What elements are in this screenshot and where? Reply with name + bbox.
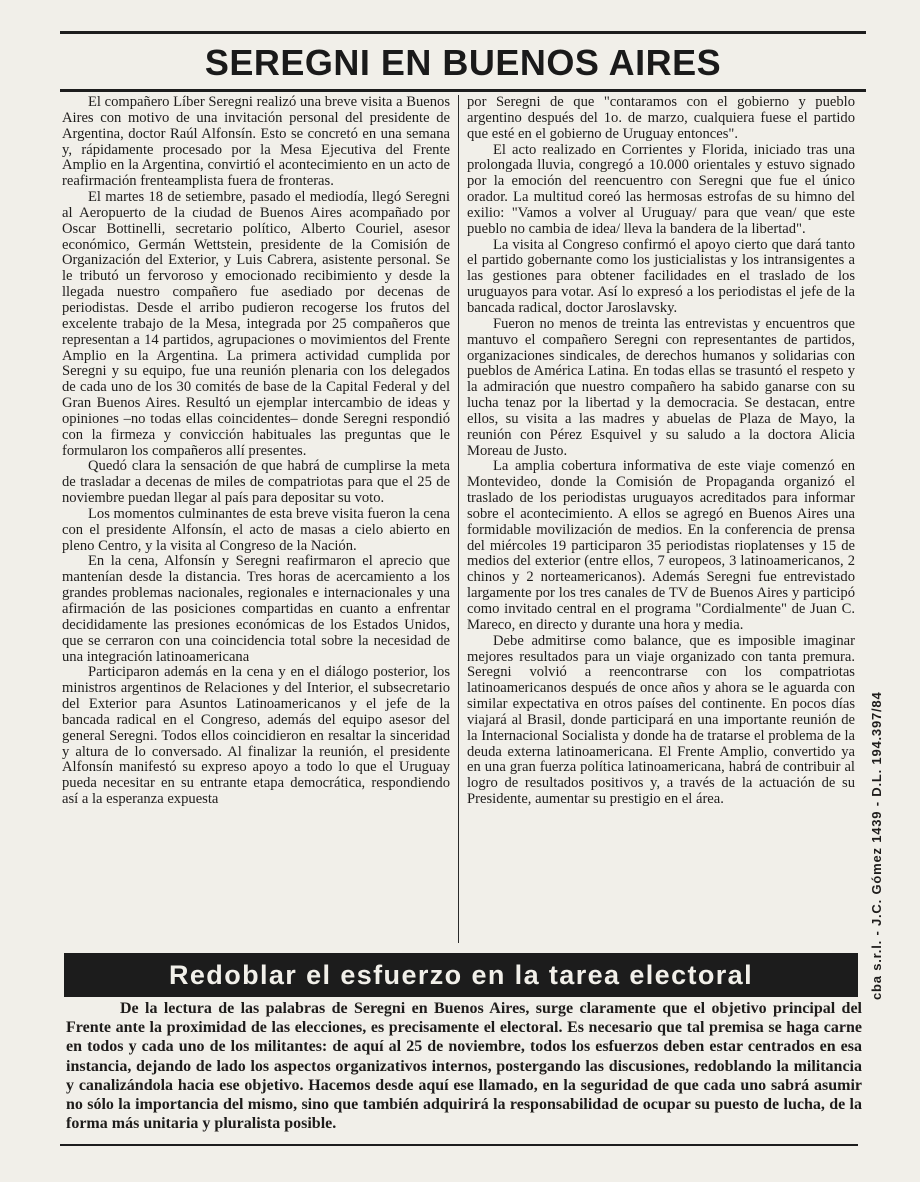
headline-rule [60,89,866,92]
paragraph: De la lectura de las palabras de Seregni en Buenos Aires, surge claramente que el objetivo principal del Frente ante la proximidad de las elecciones, es precisamente el electoral. Es necesario que tal premisa se haga carne en todos y cada uno de los militantes: de aquí al 25 de noviembre, todos los esfuerzos deben estar centrados en esa instancia, dejando de lado los aspectos organizativos internos, postergando las discusiones, redoblando la militancia y canalizándola hacia ese objetivo. Hacemos desde aquí ese llamado, en la seguridad de que cada uno sabrá asumir no sólo la importancia del mismo, sino que también adquirirá la responsabilidad de ocupar su puesto de lucha, de la forma más unitaria y pluralista posible. [66,1000,862,1133]
paragraph: Quedó clara la sensación de que habrá de cumplirse la meta de trasladar a decenas de miles de compatriotas para que el 25 de noviembre puedan llegar al país para depositar su voto. [62,458,450,507]
right-column [467,95,855,808]
paragraph: Participaron además en la cena y en el diálogo posterior, los ministros argentinos de Relaciones y del Interior, el subsecretario del Exterior para Asuntos Latinoamericanos y el jefe de la bancada radical en el Congreso, además del equipo asesor del general Seregni. Todos ellos coincidieron en resaltar la sinceridad y altura de lo conversado. Al finalizar la reunión, el presidente Alfonsín manifestó su expreso apoyo a todo lo que el Uruguay pueda necesitar en su entrante etapa democrática, respondiendo así a la esperanza expuesta [62,664,450,808]
left-column [62,95,450,808]
bottom-rule [60,1144,858,1146]
paragraph: Fueron no menos de treinta las entrevistas y encuentros que mantuvo el compañero Seregni con representantes de partidos, organizaciones sindicales, de derechos humanos y solidarias con pueblos de América Latina. En todas ellas se trasuntó el respeto y la admiración que nuestro compañero ha sabido ganarse con su lucha tenaz por la libertad y la democracia. Se destacan, entre ellos, su visita a las madres y abuelas de Plaza de Mayo, la reunión con Pérez Esquivel y su saludo a la doctora Alicia Moreau de Justo. [467,315,855,459]
paragraph: La visita al Congreso confirmó el apoyo cierto que dará tanto el partido gobernante como los justicialistas y los intransigentes a las gestiones para obtener facilidades en el traslado de los uruguayos para votar. Así lo expresó a los periodistas el jefe de la bancada radical, doctor Jaroslavsky. [467,236,855,316]
imprint-credit: cba s.r.l. - J.C. Gómez 1439 - D.L. 194.397/84 [869,691,884,1000]
paragraph: Debe admitirse como balance, que es imposible imaginar mejores resultados para un viaje organizado con tanta premura. Seregni volvió a reencontrarse con los compatriotas latinoamericanos después de once años y ahora se le aguarda con similar expectativa en otros países del continente. En pocos días viajará al Brasil, donde participará en una importante reunión de la Internacional Socialista y donde ha de tratarse el problema de la deuda externa latinoamericana. El Frente Amplio, convertido ya en una gran fuerza política latinoamericana, habrá de contribuir al logro de resultados positivos y, a través de la actuación de su Presidente, aumentar su prestigio en el área. [467,632,855,808]
paragraph: por Seregni de que "contaramos con el gobierno y pueblo argentino después del 1o. de marzo, cualquiera fuese el partido que esté en el gobierno de Uruguay entonces". [467,94,855,142]
paragraph: El martes 18 de setiembre, pasado el mediodía, llegó Seregni al Aeropuerto de la ciudad de Buenos Aires acompañado por Oscar Bottinelli, secretario político, Alberto Couriel, asesor económico, Germán Wettstein, presidente de la Comisión de Organización del Exterior, y Luis Cabrera, asistente personal. Se le tributó un fervoroso y emocionado recibimiento y desde la llegada nuestro compañero fue asediado por decenas de periodistas. Desde el arribo pudieron recogerse los frutos del excelente trabajo de la Mesa, integrada por 25 compañeros que representan a 14 partidos, agrupaciones o movimientos del Frente Amplio en la Argentina. La primera actividad cumplida por Seregni y su equipo, fue una reunión plenaria con los delegados de cada uno de los 30 comités de base de la Capital Federal y del Gran Buenos Aires. Resultó un ejemplar intercambio de ideas y opiniones –no todas ellas coincidentes– donde Seregni respondió con la firmeza y convicción habituales las preguntas que le formularon los compañeros allí presentes. [62,189,450,459]
editorial-heading: Redoblar el esfuerzo en la tarea electoral [168,960,753,990]
top-rule [60,31,866,34]
editorial-body [66,999,862,1133]
paragraph: El acto realizado en Corrientes y Florida, iniciado tras una prolongada lluvia, congregó a 10.000 orientales y estuvo signado por la emoción del reencuentro con Seregni que fue el único orador. La multitud coreó las hermosas estrofas de su himno del exilio: "Vamos a volver al Uruguay/ para que vean/ que este pueblo no cambia de idea/ lleva la bandera de la libertad". [467,141,855,237]
paragraph: El compañero Líber Seregni realizó una breve visita a Buenos Aires con motivo de una invitación personal del presidente de Argentina, doctor Raúl Alfonsín. Esto se concretó en una semana y, rápidamente procesado por la Mesa Ejecutiva del Frente Amplio en la Argentina, convirtió el acontecimiento en un acto de reafirmación frenteamplista fuera de fronteras. [62,94,450,190]
article-headline: SEREGNI EN BUENOS AIRES [204,42,722,83]
paragraph: Los momentos culminantes de esta breve visita fueron la cena con el presidente Alfonsín, el acto de masas a cielo abierto en pleno Centro, y la visita al Congreso de la Nación. [62,505,450,554]
column-divider [458,95,459,943]
paragraph: En la cena, Alfonsín y Seregni reafirmaron el aprecio que mantenían desde la distancia. Tres horas de acercamiento a los grandes problemas nacionales, regionales e internacionales y una afirmación de las posiciones compartidas en cuanto a enfrentar decididamente las presiones económicas de los Estados Unidos, que se cerraron con una coincidencia total sobre la necesidad de una integración latinoamericana [62,553,450,665]
editorial-banner [64,953,858,997]
paragraph: La amplia cobertura informativa de este viaje comenzó en Montevideo, donde la Comisión de Propaganda organizó el traslado de los periodistas uruguayos acreditados para informar sobre el acontecimiento. A ellos se agregó en Buenos Aires una formidable movilización de medios. En la conferencia de prensa del miércoles 19 participaron 35 periodistas rioplatenses y 15 de medios del exterior (entre ellos, 7 europeos, 3 latinoamericanos, 2 chinos y 2 norteamericanos). Además Seregni fue entrevistado largamente por los tres canales de TV de Buenos Aires y participó como invitado central en el programa "Cordialmente" de Juan C. Mareco, en directo y durante una hora y media. [467,458,855,633]
